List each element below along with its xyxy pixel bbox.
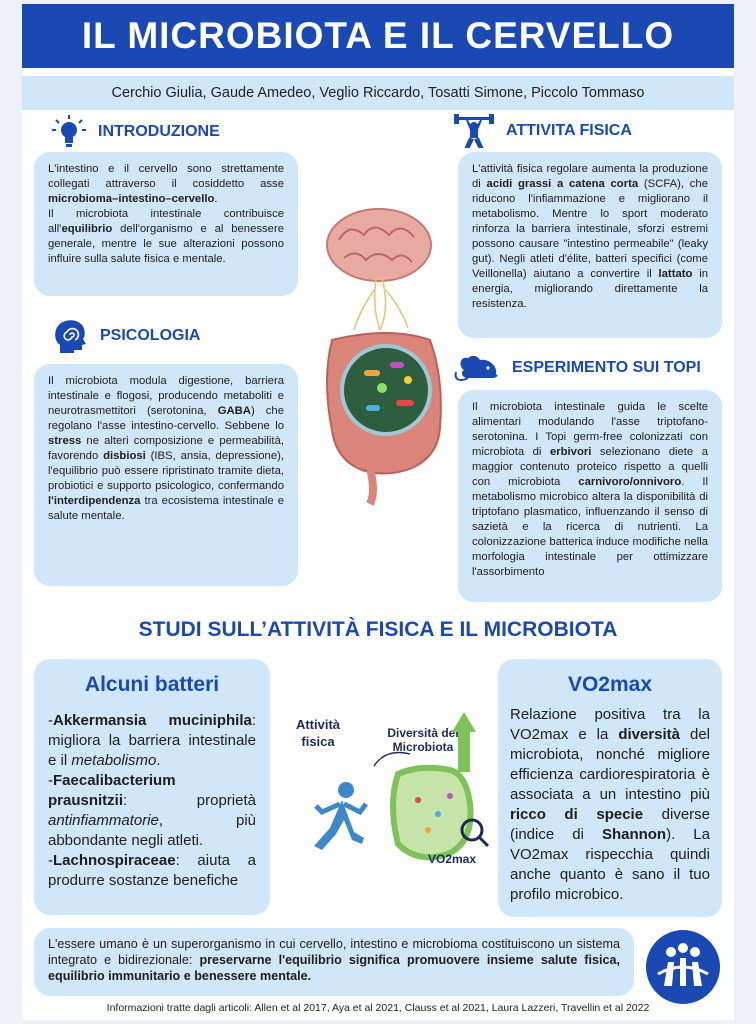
batteri-italic: metabolismo [71, 752, 157, 769]
psico-text: ) che regolano l'asse intestino-cervello. Sebbene lo [48, 405, 284, 432]
psico-title: PSICOLOGIA [100, 327, 201, 344]
studi-heading: STUDI SULL’ATTIVITÀ FISICA E IL MICROBIOTA [138, 618, 618, 641]
weightlifter-icon [454, 114, 494, 148]
figure-attivita-label: Attività fisica [295, 717, 341, 749]
psico-text: (IBS, ansia, depressione), l'equilibrio può essere ripristinato tramite dieta, probiotici e supporto psicologico, confermando [48, 450, 284, 492]
bullet-dash: - [48, 852, 53, 869]
figure-vo2-label: VO2max [428, 852, 477, 866]
psico-box [34, 364, 298, 586]
bullet-dash: - [48, 772, 53, 789]
topi-bold: carnivoro/onnivoro [578, 476, 682, 488]
attivita-text: L'attività fisica regolare aumenta la produzione di [472, 163, 708, 190]
intro-bold: equilibrio [61, 223, 113, 235]
poster [22, 4, 734, 1020]
figure-diversita-label: Diversità del Microbiota [387, 726, 459, 754]
batteri-text: : proprietà [123, 792, 256, 809]
intro-text: dell'organismo e al benessere generale, mentre le sue alterazioni possono influire sulla salute fisica e mentale. [48, 223, 284, 265]
attivita-title: ATTIVITA FISICA [506, 122, 632, 139]
batteri-text: : migliora la barriera intestinale e il [48, 712, 256, 769]
intro-text: Il microbiota intestinale contribuisce all' [48, 208, 284, 235]
intro-title: INTRODUZIONE [98, 123, 220, 140]
vo2max-bold: diversità [618, 726, 681, 743]
intro-text: L'intestino e il cervello sono strettamente collegati attraverso il cosiddetto asse [48, 163, 284, 190]
batteri-text: . [156, 752, 161, 769]
batteri-name: Akkermansia muciniphila [53, 712, 252, 729]
mouse-icon [454, 352, 500, 384]
brain-gut-illustration [304, 200, 454, 510]
vo2max-text: ). La VO2max rispecchia quindi anche quanto è sano il tuo profilo microbico. [510, 826, 710, 903]
conclusione-bold: preservarne l'equilibrio significa promuovere insieme salute fisica, equilibrio immunitario e benessere mentale. [48, 953, 620, 983]
vo2max-bold: ricco di specie [510, 806, 644, 823]
psico-header [52, 317, 200, 355]
attivita-box [458, 152, 722, 338]
topi-box [458, 390, 722, 602]
intro-bold: microbioma–intestino–cervello [48, 193, 215, 205]
batteri-box [34, 659, 270, 915]
vo2max-title: VO2max [567, 673, 653, 696]
attivita-bold: lattato [658, 268, 693, 280]
vo2max-text: Relazione positiva tra la VO2max e la [510, 706, 710, 743]
conclusione-box [34, 928, 634, 996]
intro-header [52, 114, 220, 150]
page-title: IL MICROBIOTA E IL CERVELLO [22, 4, 734, 68]
attivita-text: (SCFA), che riducono l'infiammazione e migliorano il metabolismo. Mentre lo sport moderato rinforza la barriera intestinale, sforzi estremi possono causare "intestino permeabile" (leaky gut). Negli atleti d'élite, batteri specifici (come Veillonella) aiutano a convertire il [472, 178, 708, 280]
topi-text: . Il metabolismo microbico altera la disponibilità di triptofano plasmatico, influenzando il senso di sazietà e la ricerca di nutrienti. La colonizzazione batterica induce modifiche nella morfologia intestinale per ottimizzare l'assorbimento [472, 476, 708, 578]
head-spiral-icon [52, 317, 88, 355]
attivita-text: in energia, migliorando direttamente la resistenza. [472, 268, 708, 310]
vo2max-box [498, 659, 722, 917]
psico-bold: stress [48, 435, 82, 447]
authors-line: Cerchio Giulia, Gaude Amedeo, Veglio Riccardo, Tosatti Simone, Piccolo Tommaso [22, 76, 734, 110]
batteri-title: Alcuni batteri [84, 673, 220, 696]
conclusione-text: L'essere umano è un superorganismo in cui cervello, intestino e microbioma costituiscono un sistema integrato e bidirezionale: [48, 937, 620, 967]
psico-text: tra ecosistema intestinale e salute mentale. [48, 495, 284, 522]
batteri-name: Lachnospiraceae [53, 852, 176, 869]
psico-bold: GABA [217, 405, 251, 417]
activity-figure [278, 704, 498, 884]
batteri-text: : aiuta a produrre sostanze benefiche [48, 852, 256, 889]
topi-text: selezionano diete a maggior contenuto proteico rispetto a quelli con microbiota [472, 446, 708, 488]
topi-text: Il microbiota intestinale guida le scelte alimentari modulando l'asse triptofano-serotonina. I Topi germ-free colonizzati con microbiota di [472, 401, 708, 458]
batteri-text: , più abbondante negli atleti. [48, 812, 256, 849]
lightbulb-icon [52, 114, 86, 150]
attivita-bold: acidi grassi a catena corta [486, 178, 639, 190]
fonti-line: Informazioni tratte dagli articoli: Allen et al 2017, Aya et al 2021, Clauss et al 2021, Laura Lazzeri, Travellin et al 2022 [106, 1002, 650, 1014]
vo2max-text: del microbiota, nonché migliore efficienza cardiorespiratoria è associata a un intestino più [510, 726, 711, 803]
topi-title: ESPERIMENTO SUI TOPI [512, 359, 701, 376]
intro-text: . [214, 193, 218, 205]
topi-bold: erbivori [549, 446, 592, 458]
psico-text: Il microbiota modula digestione, barriera intestinale e flogosi, producendo metaboliti e neurotrasmettitori (serotonina, [48, 375, 284, 417]
psico-bold: disbiosi [103, 450, 146, 462]
intro-box [34, 152, 298, 296]
psico-text: ne alteri composizione e permeabilità, favorendo [48, 435, 284, 462]
topi-header [454, 352, 701, 384]
batteri-name: Faecalibacterium prausnitzii [48, 772, 176, 809]
university-logo [644, 928, 722, 1006]
batteri-italic: antinfiammatorie [48, 812, 159, 829]
bullet-dash: - [48, 712, 53, 729]
psico-bold: l'interdipendenza [48, 495, 141, 507]
vo2max-bold: Shannon [601, 826, 667, 843]
attivita-header [454, 114, 632, 148]
vo2max-text: diverse (indice di [510, 806, 711, 843]
